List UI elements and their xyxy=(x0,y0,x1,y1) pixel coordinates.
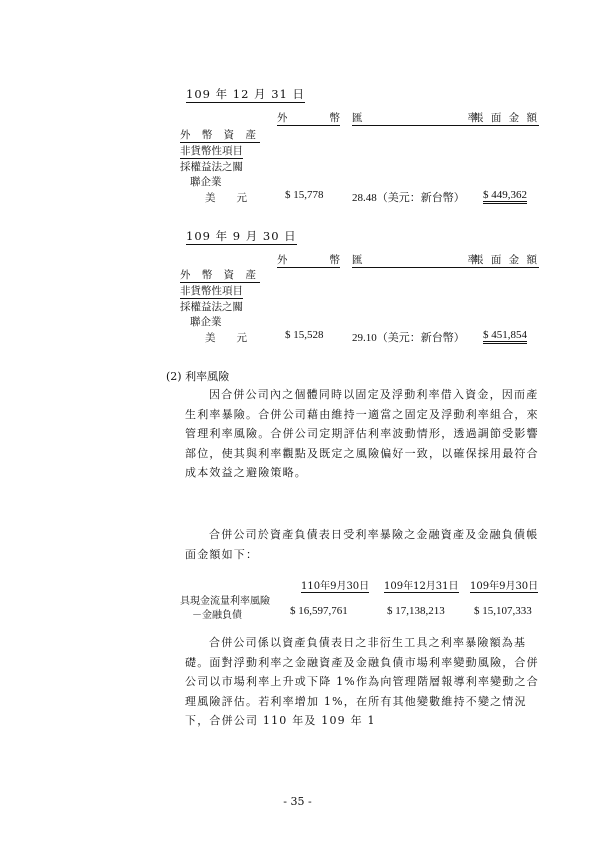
table-row-label-financial-liabilities: －金融負債 xyxy=(192,610,242,621)
col-fx-header-dec: 外 幣 xyxy=(277,112,340,124)
exchange-rate-sep: 29.10（美元：新台幣） xyxy=(352,332,465,344)
table-col-2020-12-31: 109年12月31日 xyxy=(384,577,459,593)
row-foreign-asset-dec: 外 幣 資 產 xyxy=(180,129,261,141)
row-associates-dec: 聯企業 xyxy=(190,176,222,188)
fx-amount-dec: $ 15,778 xyxy=(285,189,324,201)
table-col-2020-09-30: 109年9月30日 xyxy=(470,577,538,593)
col-rate-header-dec: 匯 率 xyxy=(352,112,478,124)
interest-risk-paragraph-3 xyxy=(185,633,543,731)
fx-amount-sep: $ 15,528 xyxy=(285,329,324,341)
interest-risk-paragraph-1 xyxy=(185,385,543,483)
row-equity-method-dec: 採權益法之關 xyxy=(180,161,243,173)
table-value-2020-09-30: $ 15,107,333 xyxy=(474,605,532,617)
col-fx-header-sep: 外 幣 xyxy=(277,254,340,266)
interest-risk-paragraph-2 xyxy=(185,525,543,564)
date-heading-sep: 109 年 9 月 30 日 xyxy=(186,229,297,243)
usd-label-sep: 美 元 xyxy=(205,332,247,344)
table-value-2020-12-31: $ 17,138,213 xyxy=(387,605,445,617)
paragraph-text: 因合併公司內之個體同時以固定及浮動利率借入資金，因而產生利率暴險。合併公司藉由維持一適當之固定及浮動利率組合，來管理利率風險。合併公司定期評估利率波動情形，透過調節受影響部位，使其與利率觀點及既定之風險偏好一致，以確保採用最符合成本效益之避險策略。 xyxy=(185,388,539,480)
exchange-rate-dec: 28.48（美元：新台幣） xyxy=(352,192,465,204)
col-rate-header-sep: 匯 率 xyxy=(352,254,478,266)
paragraph-text: 合併公司係以資產負債表日之非衍生工具之利率暴險額為基礎。面對浮動利率之金融資產及金融負債市場利率變動風險，合併公司以市場利率上升或下降 1%作為向管理階層報導利率變動之合理風險評估。若利率增加 1%，在所有其他變數維持不變之情況下，合併公司 110 年及 109 年 1 xyxy=(185,636,539,728)
table-row-label-cashflow-risk: 具現金流量利率風險 xyxy=(180,596,270,607)
table-value-2021-09-30: $ 16,597,761 xyxy=(290,605,348,617)
usd-label-dec: 美 元 xyxy=(205,192,247,204)
paragraph-text: 合併公司於資產負債表日受利率暴險之金融資產及金融負債帳面金額如下： xyxy=(185,528,539,561)
row-nonmonetary-sep: 非貨幣性項目 xyxy=(180,285,243,297)
row-equity-method-sep: 採權益法之關 xyxy=(180,301,243,313)
col-book-header-dec: 帳 面 金 額 xyxy=(473,112,540,124)
col-book-header-sep: 帳 面 金 額 xyxy=(473,254,540,266)
book-value-dec: $ 449,362 xyxy=(483,189,527,204)
row-nonmonetary-dec: 非貨幣性項目 xyxy=(180,145,243,157)
row-associates-sep: 聯企業 xyxy=(190,316,222,328)
table-col-2021-09-30: 110年9月30日 xyxy=(301,577,369,593)
book-value-sep: $ 451,854 xyxy=(483,329,527,344)
section-heading-interest-risk: (2) 利率風險 xyxy=(166,370,230,383)
row-foreign-asset-sep: 外 幣 資 產 xyxy=(180,269,261,281)
date-heading-dec: 109 年 12 月 31 日 xyxy=(186,87,305,101)
page-number: - 35 - xyxy=(283,795,312,808)
